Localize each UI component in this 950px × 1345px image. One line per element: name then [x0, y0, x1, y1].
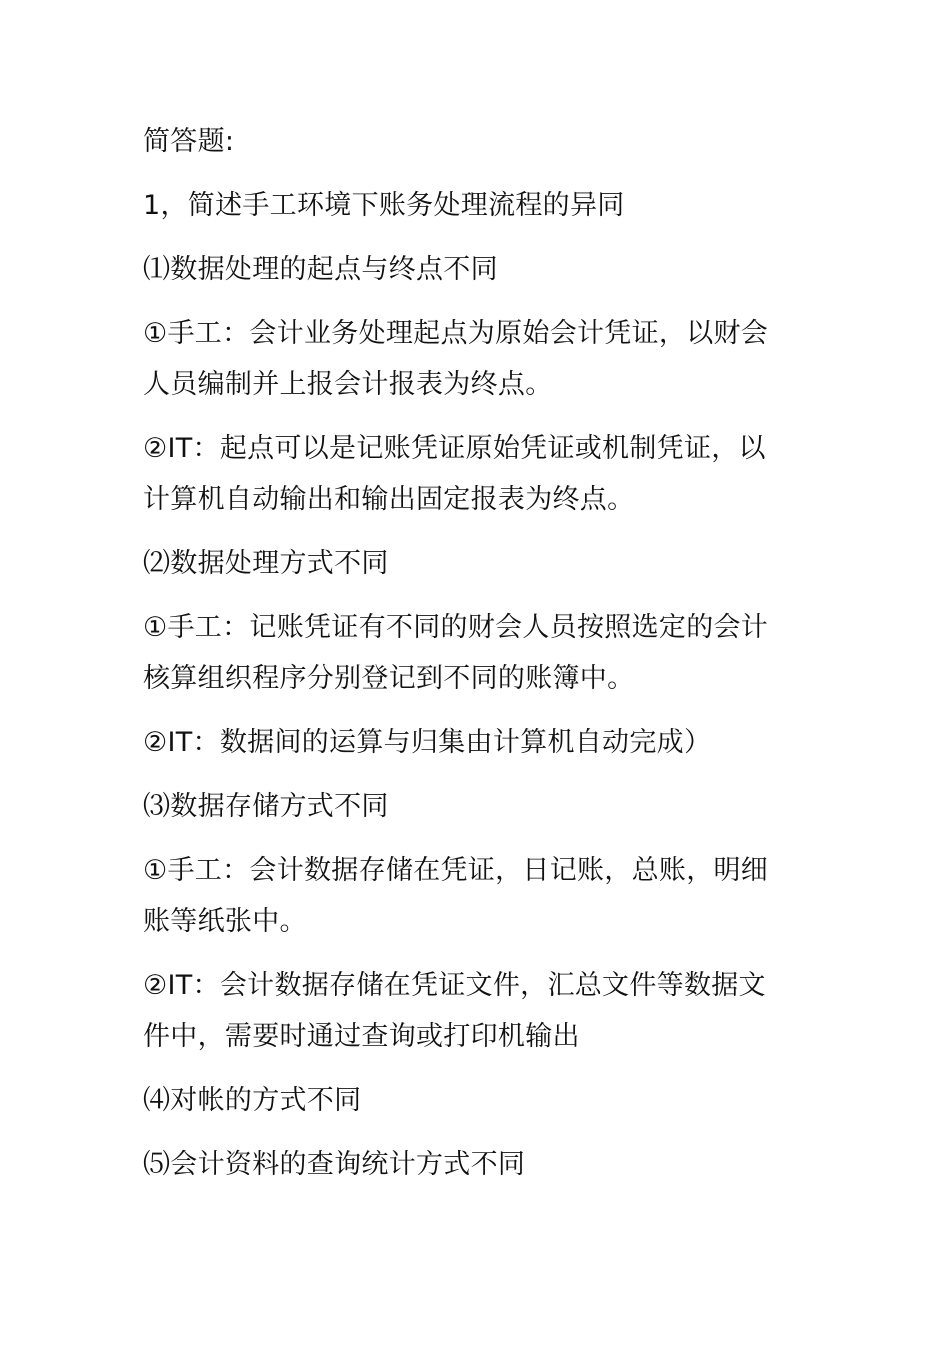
point-3-it: ②IT：会计数据存储在凭证文件，汇总文件等数据文件中，需要时通过查询或打印机输出 — [143, 970, 766, 1052]
point-1-manual: ①手工：会计业务处理起点为原始会计凭证，以财会人员编制并上报会计报表为终点。 — [143, 318, 769, 400]
point-1-title: ⑴数据处理的起点与终点不同 — [143, 254, 498, 285]
point-2-title: ⑵数据处理方式不同 — [143, 548, 389, 579]
point-1-it: ②IT：起点可以是记账凭证原始凭证或机制凭证，以计算机自动输出和输出固定报表为终点。 — [143, 433, 766, 515]
point-4-title: ⑷对帐的方式不同 — [143, 1085, 362, 1116]
point-2-manual: ①手工：记账凭证有不同的财会人员按照选定的会计核算组织程序分别登记到不同的账簿中。 — [143, 612, 769, 694]
question-title: 1，简述手工环境下账务处理流程的异同 — [143, 190, 625, 221]
point-3-manual: ①手工：会计数据存储在凭证，日记账，总账，明细账等纸张中。 — [143, 855, 769, 937]
section-heading: 简答题: — [143, 126, 235, 157]
document-content — [143, 116, 773, 1190]
point-2-it: ②IT：数据间的运算与归集由计算机自动完成） — [143, 727, 712, 758]
point-5-title: ⑸会计资料的查询统计方式不同 — [143, 1149, 526, 1180]
point-3-title: ⑶数据存储方式不同 — [143, 791, 389, 822]
